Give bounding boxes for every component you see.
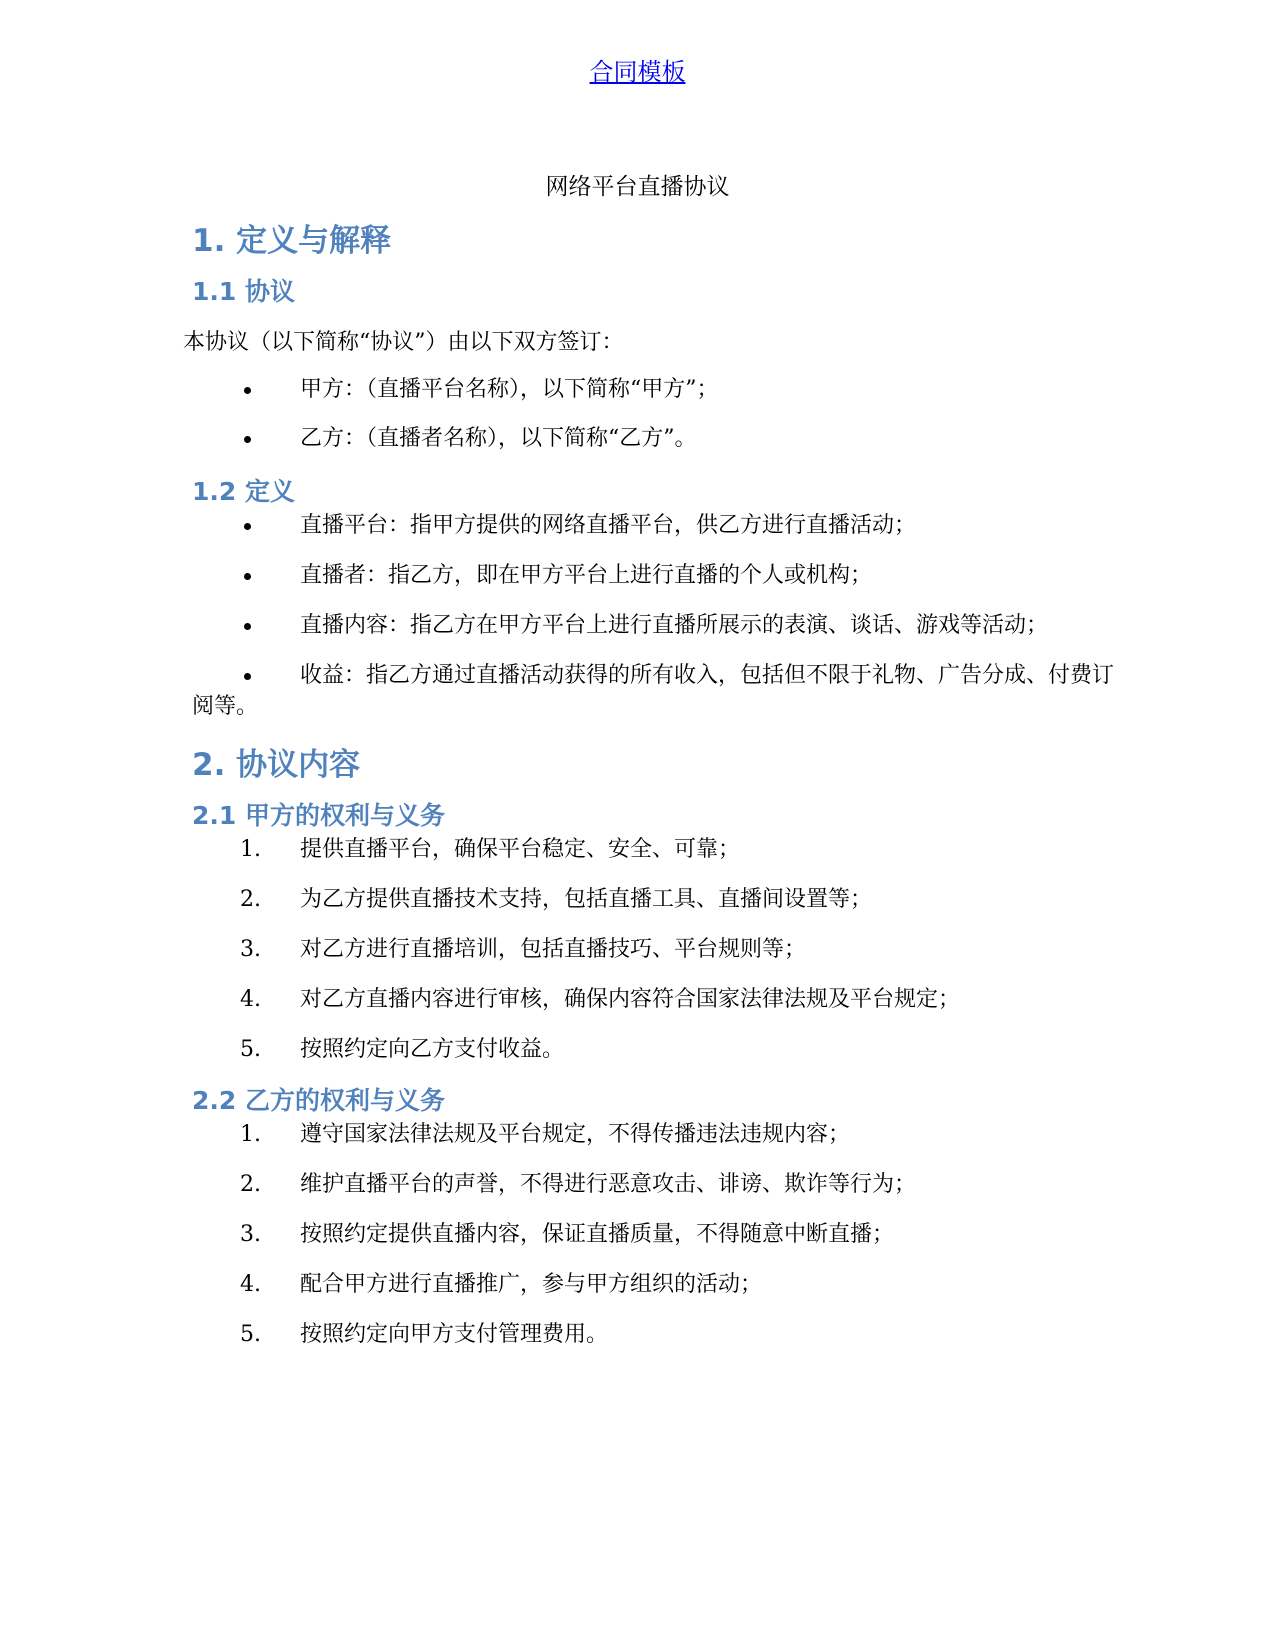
list-item-text: 按照约定向甲方支付管理费用。 <box>300 1322 609 1347</box>
list-number: 1. <box>240 837 261 862</box>
list-item <box>192 1034 1127 1065</box>
list-item <box>192 1219 1127 1250</box>
list-number: 5. <box>240 1322 261 1347</box>
list-item <box>192 984 1127 1015</box>
header <box>0 52 1275 87</box>
list-number: 2. <box>240 1172 261 1197</box>
list-number: 3. <box>240 937 261 962</box>
list-item-text: 乙方：（直播者名称），以下简称“乙方”。 <box>300 426 697 451</box>
list-item-text: 直播者：指乙方，即在甲方平台上进行直播的个人或机构； <box>300 563 873 588</box>
bullet-icon <box>244 573 251 580</box>
subsection-heading-1-1: 1.1 协议 <box>192 277 295 306</box>
list-item-text: 甲方：（直播平台名称），以下简称“甲方”； <box>300 377 719 402</box>
bullet-icon <box>244 673 251 680</box>
list-item-text: 提供直播平台，确保平台稳定、安全、可靠； <box>300 837 741 862</box>
list-item-text: 配合甲方进行直播推广，参与甲方组织的活动； <box>300 1272 763 1297</box>
list-number: 4. <box>240 987 261 1012</box>
bullet-icon <box>244 623 251 630</box>
list-item-text: 维护直播平台的声誉，不得进行恶意攻击、诽谤、欺诈等行为； <box>300 1172 917 1197</box>
list-number: 2. <box>240 887 261 912</box>
list-item <box>192 884 1127 915</box>
list-item-text: 收益：指乙方通过直播活动获得的所有收入，包括但不限于礼物、广告分成、付费订阅等。 <box>192 663 1115 719</box>
intro-paragraph: 本协议（以下简称“协议”）由以下双方签订： <box>183 330 624 355</box>
list-item-text: 对乙方直播内容进行审核，确保内容符合国家法律法规及平台规定； <box>300 987 961 1012</box>
list-number: 1. <box>240 1122 261 1147</box>
document-body <box>183 218 1127 1350</box>
list-item <box>192 374 1127 405</box>
subsection-heading-1-2: 1.2 定义 <box>192 477 295 506</box>
list-item <box>192 560 1127 591</box>
list-item <box>192 510 1127 541</box>
list-number: 5. <box>240 1037 261 1062</box>
parties-list <box>192 374 1127 454</box>
party-a-duties-list <box>192 834 1127 1065</box>
section-heading-2: 2. 协议内容 <box>192 747 361 783</box>
bullet-icon <box>244 523 251 530</box>
section-heading-1: 1. 定义与解释 <box>192 223 392 259</box>
list-item-text: 按照约定向乙方支付收益。 <box>300 1037 565 1062</box>
list-item <box>192 610 1127 641</box>
bullet-icon <box>244 436 251 443</box>
list-item-text: 直播平台：指甲方提供的网络直播平台，供乙方进行直播活动； <box>300 513 917 538</box>
list-item <box>192 1119 1127 1150</box>
subsection-heading-2-2: 2.2 乙方的权利与义务 <box>192 1086 445 1115</box>
list-item <box>192 1169 1127 1200</box>
list-item-text: 直播内容：指乙方在甲方平台上进行直播所展示的表演、谈话、游戏等活动； <box>300 613 1049 638</box>
list-number: 3. <box>240 1222 261 1247</box>
list-number: 4. <box>240 1272 261 1297</box>
party-b-duties-list <box>192 1119 1127 1350</box>
list-item <box>192 834 1127 865</box>
list-item-text: 对乙方进行直播培训，包括直播技巧、平台规则等； <box>300 937 807 962</box>
list-item <box>192 423 1127 454</box>
list-item-text: 按照约定提供直播内容，保证直播质量，不得随意中断直播； <box>300 1222 895 1247</box>
list-item <box>192 1319 1127 1350</box>
list-item <box>192 660 1127 722</box>
contract-template-link[interactable]: 合同模板 <box>589 58 686 86</box>
list-item-text: 遵守国家法律法规及平台规定，不得传播违法违规内容； <box>300 1122 851 1147</box>
list-item-text: 为乙方提供直播技术支持，包括直播工具、直播间设置等； <box>300 887 873 912</box>
list-item <box>192 934 1127 965</box>
subsection-heading-2-1: 2.1 甲方的权利与义务 <box>192 801 445 830</box>
definitions-list <box>192 510 1127 722</box>
document-title: 网络平台直播协议 <box>545 174 730 200</box>
bullet-icon <box>244 387 251 394</box>
list-item <box>192 1269 1127 1300</box>
